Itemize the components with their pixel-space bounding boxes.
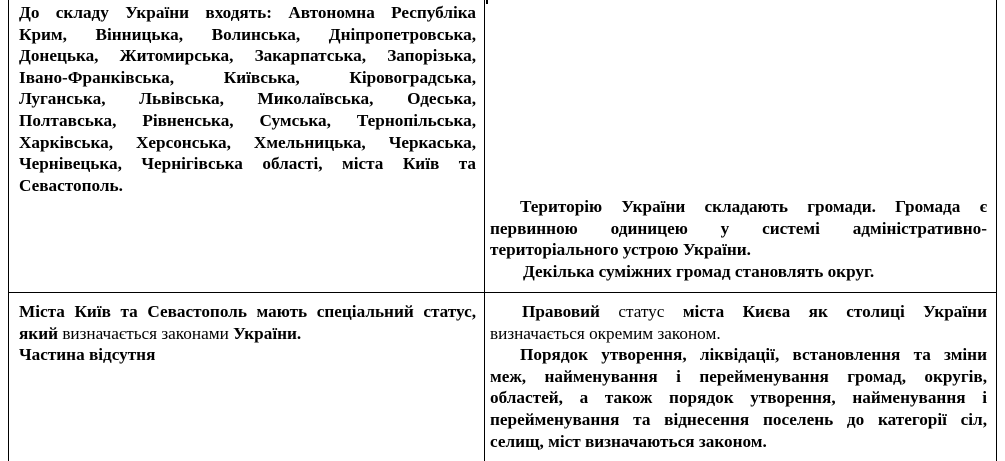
text-line xyxy=(490,301,987,323)
text-line: Частина відсутня xyxy=(19,345,156,365)
text-line xyxy=(19,323,476,345)
cursor-mark xyxy=(486,0,488,4)
right-top-cell xyxy=(490,196,987,282)
text-line: Донецька, Житомирська, Закарпатська, Запорізька, xyxy=(19,46,476,66)
left-top-cell xyxy=(19,2,476,196)
text-line: первинною одиницею у системі адміністративно- xyxy=(490,218,987,238)
text-line: Територію України складають громади. Громада є xyxy=(520,197,987,216)
text-line: визначається окремим законом. xyxy=(490,323,721,343)
text-line: Севастополь. xyxy=(19,175,123,195)
text-line: Івано-Франківська, Київська, Кіровоградська, xyxy=(19,67,476,87)
text-line: Крим, Вінницька, Волинська, Дніпропетровська, xyxy=(19,24,476,44)
text-fragment: України. xyxy=(233,323,302,343)
text-line: Полтавська, Рівненська, Сумська, Тернопільська, xyxy=(19,110,476,130)
right-bottom-cell xyxy=(490,301,987,452)
left-bottom-cell xyxy=(19,301,476,366)
text-fragment: Правовий xyxy=(522,302,600,321)
text-line: До складу України входять: Автономна Республіка xyxy=(19,3,476,22)
text-line: Харківська, Херсонська, Хмельницька, Черкаська, xyxy=(19,132,476,152)
text-fragment: міста Києва як столиці України xyxy=(682,302,987,321)
text-line: селищ, міст визначаються законом. xyxy=(490,431,767,451)
text-fragment: статус xyxy=(599,302,683,321)
row-divider xyxy=(9,292,996,293)
text-line: Порядок утворення, ліквідації, встановлення та зміни xyxy=(520,345,987,365)
column-divider xyxy=(484,0,485,461)
text-line: перейменування та віднесення поселень до категорії сіл, xyxy=(490,409,987,429)
text-fragment: який xyxy=(19,323,63,343)
text-line: Чернівецька, Чернігівська області, міста Київ та xyxy=(19,154,476,174)
text-line: меж, найменування і перейменування громад, округів, xyxy=(490,366,987,386)
text-line: територіального устрою України. xyxy=(490,240,751,260)
text-line: Декілька суміжних громад становлять округ. xyxy=(523,261,875,281)
text-line: Міста Київ та Севастополь мають спеціальний статус, xyxy=(19,302,476,321)
text-fragment: визначається xyxy=(62,323,158,343)
text-fragment: законами xyxy=(157,323,234,343)
text-line: Луганська, Львівська, Миколаївська, Одеська, xyxy=(19,89,476,109)
text-line: областей, а також порядок утворення, найменування і xyxy=(490,388,987,408)
